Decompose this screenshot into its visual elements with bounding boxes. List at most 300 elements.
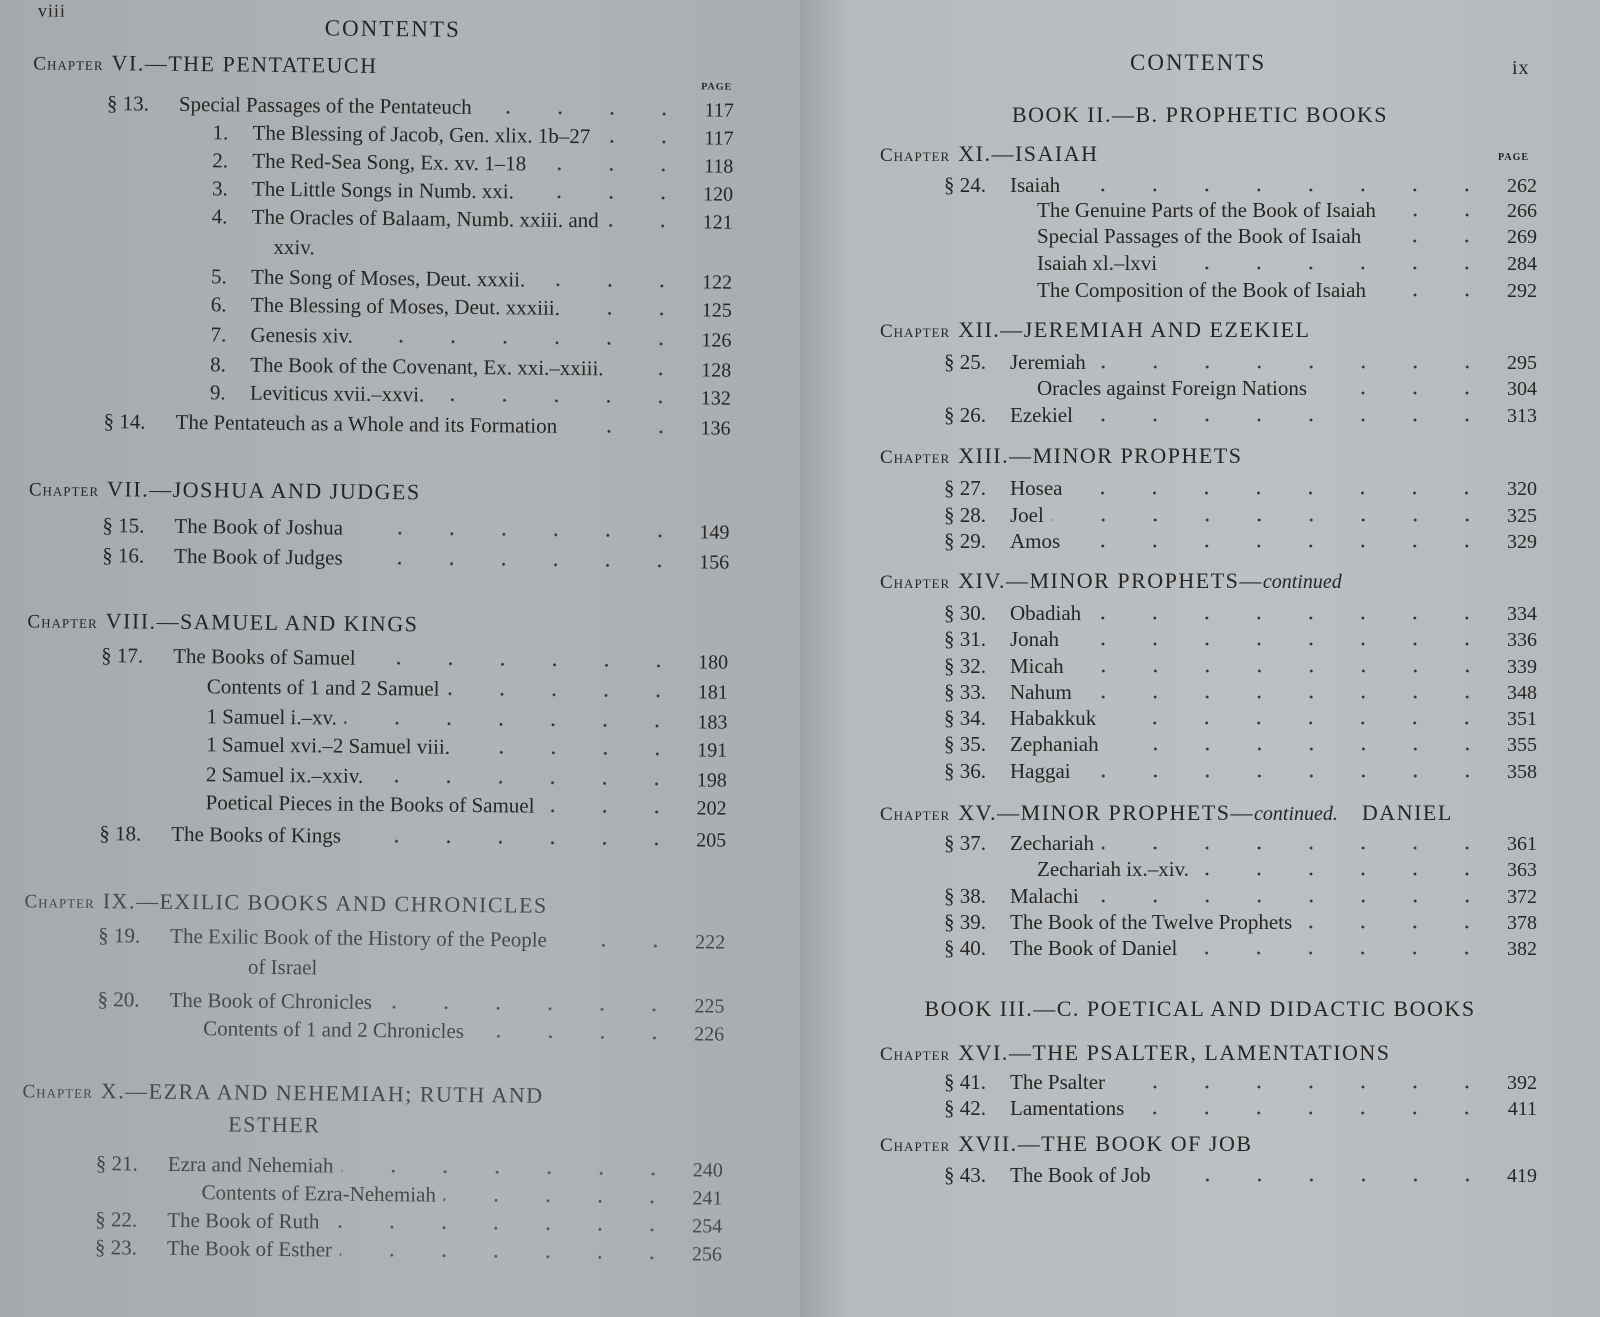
entry-page-number: 329 — [1507, 531, 1537, 553]
running-head: CONTENTS — [324, 15, 461, 42]
entry-title: The Book of Joshua — [174, 513, 344, 540]
entry-page-number: 266 — [1507, 200, 1537, 222]
entry-number: § 42. — [944, 1096, 986, 1120]
entry-page-number: 292 — [1507, 280, 1537, 302]
entry-number: § 26. — [944, 403, 986, 427]
toc-entry[interactable] — [944, 654, 1537, 679]
entry-number: 5. — [210, 264, 227, 289]
dot-leader — [1369, 239, 1493, 243]
dot-leader — [1159, 1178, 1493, 1182]
entry-page-number: 419 — [1507, 1165, 1537, 1187]
dot-leader — [480, 110, 690, 116]
entry-page-number: 336 — [1507, 629, 1537, 651]
entry-number: § 18. — [99, 821, 142, 846]
page-folio: viii — [37, 0, 67, 21]
entry-page-number: 363 — [1507, 859, 1537, 881]
entry-title: The Blessing of Moses, Deut. xxxiii. — [250, 292, 561, 320]
toc-entry[interactable] — [944, 706, 1537, 731]
entry-number: § 23. — [94, 1235, 138, 1260]
entry-number: § 24. — [944, 173, 986, 197]
chapter-label: Chapter — [880, 321, 951, 342]
chapter-title: XIV.—MINOR PROPHETS— — [958, 568, 1263, 593]
toc-entry[interactable] — [1037, 278, 1537, 303]
chapter-label: Chapter — [880, 145, 951, 166]
entry-number: § 38. — [944, 884, 986, 908]
entry-title: Haggai — [1010, 759, 1071, 783]
toc-entry[interactable] — [212, 120, 733, 150]
dot-leader — [458, 750, 683, 756]
entry-number: § 43. — [944, 1163, 986, 1187]
dot-leader — [351, 561, 685, 569]
entry-page-number: 191 — [697, 739, 728, 762]
entry-page-number: 382 — [1507, 938, 1537, 960]
entry-page-number: 334 — [1507, 603, 1537, 625]
entry-number: § 13. — [106, 91, 150, 116]
dot-leader — [568, 311, 688, 316]
entry-title: Oracles against Foreign Nations — [1037, 376, 1308, 400]
entry-page-number: 411 — [1507, 1098, 1537, 1120]
entry-title: The Little Songs in Numb. xxi. — [251, 176, 515, 204]
entry-number: § 35. — [944, 732, 986, 756]
entry-title: Ezekiel — [1010, 403, 1073, 427]
toc-entry[interactable] — [201, 1180, 722, 1210]
toc-entry[interactable] — [212, 148, 733, 178]
entry-page-number: 325 — [1507, 505, 1537, 527]
dot-leader — [447, 692, 683, 698]
dot-leader — [361, 339, 688, 346]
entry-number: 7. — [210, 322, 227, 347]
page-column-label: PAGE — [701, 81, 733, 93]
toc-entry[interactable] — [944, 1070, 1537, 1095]
entry-title: Hosea — [1010, 476, 1063, 500]
entry-page-number: 132 — [700, 387, 731, 410]
entry-title: The Book of Ruth — [167, 1207, 320, 1234]
toc-entry[interactable] — [210, 352, 731, 382]
chapter-title-continuation: ESTHER — [228, 1111, 321, 1138]
dot-leader — [340, 1253, 678, 1261]
entry-page-number: 126 — [701, 329, 732, 352]
entry-title: 2 Samuel ix.–xxiv. — [205, 762, 364, 788]
toc-entry[interactable] — [944, 476, 1537, 501]
dot-leader — [351, 531, 685, 539]
chapter-title: VIII.—SAMUEL AND KINGS — [105, 608, 419, 637]
dot-leader — [341, 1169, 678, 1177]
chapter-title: XV.—MINOR PROPHETS— — [958, 800, 1255, 825]
entry-page-number: 120 — [702, 183, 734, 206]
toc-entry[interactable] — [944, 759, 1537, 784]
toc-entry[interactable] — [211, 264, 732, 294]
chapter-title-italic: continued — [1262, 571, 1342, 593]
toc-entry[interactable] — [210, 380, 731, 410]
dot-leader — [1384, 213, 1493, 217]
entry-number: § 29. — [944, 529, 986, 553]
chapter-title: XVII.—THE BOOK OF JOB — [958, 1131, 1253, 1156]
entry-title: The Book of Judges — [174, 543, 343, 570]
entry-page-number: 372 — [1507, 886, 1537, 908]
toc-entry[interactable] — [206, 704, 727, 734]
entry-number: 1. — [212, 120, 229, 145]
dot-leader — [1165, 266, 1493, 270]
dot-leader — [371, 779, 683, 786]
entry-title: The Exilic Book of the History of the People — [170, 923, 548, 952]
entry-page-number: 339 — [1507, 656, 1537, 678]
entry-number: 6. — [210, 292, 227, 317]
dot-leader — [1374, 293, 1493, 297]
entry-number: 2. — [212, 148, 229, 173]
dot-leader — [1113, 1085, 1493, 1089]
entry-page-number: 392 — [1507, 1072, 1537, 1094]
entry-page-number: 125 — [701, 299, 732, 322]
entry-page-number: 202 — [696, 797, 727, 820]
entry-title: Joel — [1010, 503, 1044, 527]
chapter-heading — [880, 569, 1342, 595]
entry-title: Nahum — [1010, 680, 1072, 704]
entry-page-number: 181 — [697, 681, 728, 704]
dot-leader — [1072, 669, 1493, 673]
entry-title: Zechariah ix.–xiv. — [1037, 857, 1189, 881]
chapter-heading — [29, 476, 421, 506]
chapter-heading — [880, 318, 1310, 344]
entry-number: § 21. — [95, 1151, 138, 1176]
entry-title: The Red-Sea Song, Ex. xv. 1–18 — [252, 148, 527, 176]
entry-page-number: 351 — [1507, 708, 1537, 730]
dot-leader — [380, 1005, 681, 1012]
entry-title: The Book of Job — [1010, 1163, 1151, 1187]
entry-title: 1 Samuel xvi.–2 Samuel viii. — [206, 732, 451, 759]
entry-number: § 27. — [944, 476, 986, 500]
chapter-title: X.—EZRA AND NEHEMIAH; RUTH AND — [100, 1078, 544, 1108]
entry-title: The Song of Moses, Deut. xxxii. — [250, 264, 526, 292]
dot-leader — [522, 194, 689, 200]
toc-entry[interactable] — [101, 643, 728, 675]
entry-page-number: 156 — [699, 551, 730, 574]
entry-title: The Books of Kings — [171, 821, 342, 848]
chapter-label: Chapter — [24, 891, 95, 914]
chapter-label: Chapter — [880, 1135, 951, 1156]
dot-leader — [1079, 774, 1493, 778]
chapter-heading — [22, 1078, 543, 1109]
entry-title-continuation: xxiv. — [273, 234, 315, 260]
entry-page-number: 117 — [704, 127, 734, 150]
entry-title: The Blessing of Jacob, Gen. xlix. 1b–27 — [252, 120, 591, 149]
chapter-title: XI.—ISAIAH — [958, 141, 1099, 166]
dot-leader — [1185, 951, 1493, 955]
dot-leader — [565, 429, 686, 434]
entry-number: § 19. — [98, 923, 141, 948]
entry-number: § 16. — [102, 543, 145, 568]
chapter-title-italic: continued. — [1254, 803, 1338, 825]
entry-number: § 31. — [944, 627, 986, 651]
toc-entry[interactable] — [102, 513, 729, 545]
entry-page-number: 295 — [1507, 352, 1537, 374]
entry-number: § 32. — [944, 654, 986, 678]
dot-leader — [444, 1198, 679, 1204]
entry-page-number: 256 — [691, 1243, 723, 1266]
toc-entry[interactable] — [210, 322, 731, 352]
entry-title: Amos — [1010, 529, 1061, 553]
toc-entry[interactable] — [944, 403, 1537, 428]
toc-entry[interactable] — [98, 923, 725, 955]
entry-title: The Books of Samuel — [173, 643, 356, 670]
toc-entry[interactable] — [211, 292, 732, 322]
chapter-title: VI.—THE PENTATEUCH — [111, 50, 378, 78]
chapter-title: IX.—EXILIC BOOKS AND CHRONICLES — [102, 888, 548, 918]
chapter-heading — [24, 888, 547, 919]
entry-page-number: 198 — [696, 769, 727, 792]
toc-entry[interactable] — [944, 732, 1537, 757]
dot-leader — [1070, 491, 1493, 495]
entry-title: Contents of 1 and 2 Samuel — [206, 674, 440, 701]
dot-leader — [607, 223, 689, 228]
toc-entry[interactable] — [944, 1096, 1537, 1121]
entry-page-number: 121 — [702, 211, 733, 234]
entry-title: Habakkuk — [1010, 706, 1097, 730]
chapter-title: XIII.—MINOR PROPHETS — [958, 443, 1243, 468]
entry-page-number: 254 — [692, 1215, 723, 1238]
toc-entry[interactable] — [944, 680, 1537, 705]
entry-number: § 30. — [944, 601, 986, 625]
dot-leader — [327, 1224, 678, 1232]
dot-leader — [349, 839, 682, 846]
entry-page-number: 180 — [697, 651, 729, 674]
entry-title: The Book of Esther — [166, 1235, 333, 1262]
toc-entry[interactable] — [206, 732, 727, 762]
toc-entry[interactable] — [203, 1016, 724, 1046]
entry-title: Contents of 1 and 2 Chronicles — [203, 1016, 465, 1043]
dot-leader — [1068, 188, 1493, 192]
entry-title: Leviticus xvii.–xxvi. — [249, 380, 425, 407]
entry-title: The Book of Daniel — [1010, 936, 1178, 960]
dot-leader — [1080, 695, 1493, 699]
entry-page-number: 149 — [699, 521, 730, 544]
chapter-label: Chapter — [22, 1081, 93, 1104]
entry-title: Special Passages of the Pentateuch — [178, 91, 472, 119]
toc-entry[interactable] — [944, 884, 1537, 909]
entry-number: § 15. — [102, 513, 145, 538]
entry-title: Micah — [1010, 654, 1064, 678]
chapter-label: Chapter — [880, 804, 951, 825]
dot-leader — [1132, 1111, 1493, 1115]
dot-leader — [364, 661, 684, 668]
dot-leader — [542, 809, 682, 814]
toc-entry[interactable] — [944, 910, 1537, 935]
entry-title: Special Passages of the Book of Isaiah — [1037, 224, 1362, 248]
entry-number: 3. — [211, 176, 228, 201]
toc-entry[interactable] — [99, 821, 726, 853]
entry-title: Zechariah — [1010, 831, 1094, 855]
dot-leader — [1081, 418, 1493, 422]
entry-page-number: 262 — [1507, 175, 1537, 197]
toc-entry[interactable] — [944, 1163, 1537, 1188]
entry-page-number: 183 — [697, 711, 728, 734]
entry-title: Isaiah xl.–lxvi — [1037, 251, 1158, 275]
chapter-heading — [33, 50, 377, 80]
page-folio: ix — [1512, 57, 1530, 79]
chapter-title: XII.—JEREMIAH AND EZEKIEL — [958, 317, 1311, 342]
entry-page-number: 320 — [1507, 478, 1537, 500]
toc-entry[interactable] — [1037, 224, 1537, 249]
right-page — [800, 0, 1600, 1317]
dot-leader — [1089, 616, 1493, 620]
entry-title: The Composition of the Book of Isaiah — [1037, 278, 1366, 302]
dot-leader — [1067, 642, 1493, 646]
chapter-title-suffix: DANIEL — [1361, 800, 1453, 825]
entry-page-number: 240 — [692, 1159, 723, 1182]
entry-page-number: 128 — [701, 359, 732, 382]
chapter-heading — [880, 1132, 1253, 1158]
entry-number: § 17. — [101, 643, 144, 668]
dot-leader — [1094, 365, 1493, 369]
toc-entry[interactable] — [944, 173, 1537, 198]
entry-title: Ezra and Nehemiah — [167, 1151, 334, 1178]
entry-title: The Oracles of Balaam, Numb. xxiii. and — [251, 204, 599, 233]
entry-number: § 28. — [944, 503, 986, 527]
entry-page-number: 269 — [1507, 226, 1537, 248]
toc-entry[interactable] — [1037, 857, 1537, 882]
entry-title: 1 Samuel i.–xv. — [206, 704, 338, 730]
entry-page-number: 136 — [700, 417, 731, 440]
dot-leader — [1102, 846, 1493, 850]
entry-number: § 34. — [944, 706, 986, 730]
entry-title-continuation: of Israel — [247, 954, 318, 980]
toc-entry[interactable] — [1037, 376, 1537, 401]
entry-title: Contents of Ezra-Nehemiah — [201, 1180, 437, 1207]
chapter-label: Chapter — [33, 53, 104, 76]
entry-title: The Book of Chronicles — [169, 987, 373, 1014]
toc-entry[interactable] — [207, 674, 728, 704]
chapter-heading — [880, 444, 1242, 470]
toc-entry[interactable] — [212, 204, 733, 234]
entry-title: The Pentateuch as a Whole and its Formation — [175, 409, 558, 438]
entry-page-number: 226 — [694, 1023, 725, 1046]
entry-title: The Psalter — [1010, 1070, 1106, 1094]
toc-entry[interactable] — [944, 831, 1537, 856]
entry-number: 8. — [210, 352, 227, 377]
entry-page-number: 205 — [696, 829, 727, 852]
toc-entry[interactable] — [103, 409, 730, 441]
dot-leader — [432, 398, 687, 405]
entry-title: Obadiah — [1010, 601, 1082, 625]
dot-leader — [1197, 872, 1493, 876]
entry-title: Isaiah — [1010, 173, 1061, 197]
dot-leader — [345, 721, 684, 729]
running-head: CONTENTS — [1130, 50, 1267, 75]
dot-leader — [1052, 518, 1493, 522]
toc-entry[interactable] — [97, 987, 724, 1019]
entry-number: § 37. — [944, 831, 986, 855]
entry-title: Jonah — [1010, 627, 1059, 651]
toc-entry[interactable] — [107, 91, 734, 123]
toc-entry[interactable] — [206, 762, 727, 792]
dot-leader — [533, 283, 688, 289]
entry-page-number: 284 — [1507, 253, 1537, 275]
toc-entry[interactable] — [95, 1235, 722, 1267]
dot-leader — [1068, 544, 1493, 548]
entry-page-number: 225 — [694, 995, 725, 1018]
entry-title: The Genuine Parts of the Book of Isaiah — [1037, 198, 1376, 222]
entry-number: § 39. — [944, 910, 986, 934]
toc-entry[interactable] — [212, 176, 733, 206]
entry-title: The Book of the Covenant, Ex. xxi.–xxiii. — [250, 352, 604, 381]
dot-leader — [555, 943, 681, 948]
entry-number: § 41. — [944, 1070, 986, 1094]
entry-number: § 25. — [944, 350, 986, 374]
entry-number: § 40. — [944, 936, 986, 960]
entry-page-number: 355 — [1507, 734, 1537, 756]
entry-page-number: 118 — [703, 155, 734, 178]
toc-entry[interactable] — [944, 350, 1537, 375]
chapter-label: Chapter — [28, 479, 100, 502]
chapter-label: Chapter — [880, 1044, 951, 1065]
dot-leader — [598, 139, 689, 144]
entry-page-number: 348 — [1507, 682, 1537, 704]
dot-leader — [1087, 899, 1493, 903]
entry-page-number: 313 — [1507, 405, 1537, 427]
entry-number: § 36. — [944, 759, 986, 783]
toc-entry[interactable] — [944, 627, 1537, 652]
entry-page-number: 117 — [704, 99, 734, 122]
entry-number: 4. — [211, 204, 228, 229]
entry-page-number: 222 — [695, 931, 726, 954]
book-heading: BOOK II.—B. PROPHETIC BOOKS — [1011, 102, 1389, 127]
dot-leader — [472, 1034, 680, 1040]
toc-entry[interactable] — [95, 1207, 722, 1239]
chapter-heading — [880, 142, 1099, 168]
entry-number: § 22. — [95, 1207, 138, 1232]
toc-entry[interactable] — [944, 601, 1537, 626]
chapter-heading — [27, 608, 418, 638]
entry-number: § 20. — [97, 987, 140, 1012]
chapter-title: VII.—JOSHUA AND JUDGES — [106, 476, 421, 505]
dot-leader — [612, 371, 688, 376]
toc-entry[interactable] — [102, 543, 729, 575]
toc-entry[interactable] — [1037, 251, 1537, 276]
entry-number: § 14. — [103, 409, 146, 434]
chapter-label: Chapter — [27, 611, 98, 634]
toc-entry[interactable] — [96, 1151, 723, 1183]
chapter-title: XVI.—THE PSALTER, LAMENTATIONS — [958, 1040, 1391, 1065]
entry-title: Jeremiah — [1010, 350, 1086, 374]
page-column-label: PAGE — [1498, 152, 1530, 163]
dot-leader — [1107, 747, 1493, 751]
toc-entry[interactable] — [944, 529, 1537, 554]
entry-number: § 33. — [944, 680, 986, 704]
chapter-heading — [880, 1041, 1391, 1067]
toc-entry[interactable] — [944, 503, 1537, 528]
entry-title: Malachi — [1010, 884, 1079, 908]
dot-leader — [1300, 925, 1493, 929]
entry-page-number: 378 — [1507, 912, 1537, 934]
dot-leader — [1104, 721, 1493, 725]
entry-page-number: 241 — [692, 1187, 723, 1210]
entry-page-number: 304 — [1507, 378, 1537, 400]
toc-entry[interactable] — [944, 936, 1537, 961]
entry-title: Zephaniah — [1010, 732, 1099, 756]
entry-number: 9. — [209, 380, 226, 405]
book-heading: BOOK III.—C. POETICAL AND DIDACTIC BOOKS — [924, 996, 1476, 1021]
toc-entry[interactable] — [1037, 198, 1537, 223]
entry-title: Lamentations — [1010, 1096, 1125, 1120]
chapter-label: Chapter — [880, 447, 951, 468]
dot-leader — [534, 167, 689, 173]
entry-title: The Book of the Twelve Prophets — [1010, 910, 1293, 934]
entry-title: Genesis xiv. — [250, 322, 354, 348]
chapter-heading — [880, 801, 1453, 827]
toc-entry[interactable] — [205, 790, 726, 820]
chapter-label: Chapter — [880, 572, 951, 593]
dot-leader — [1315, 391, 1493, 395]
entry-page-number: 358 — [1507, 761, 1537, 783]
